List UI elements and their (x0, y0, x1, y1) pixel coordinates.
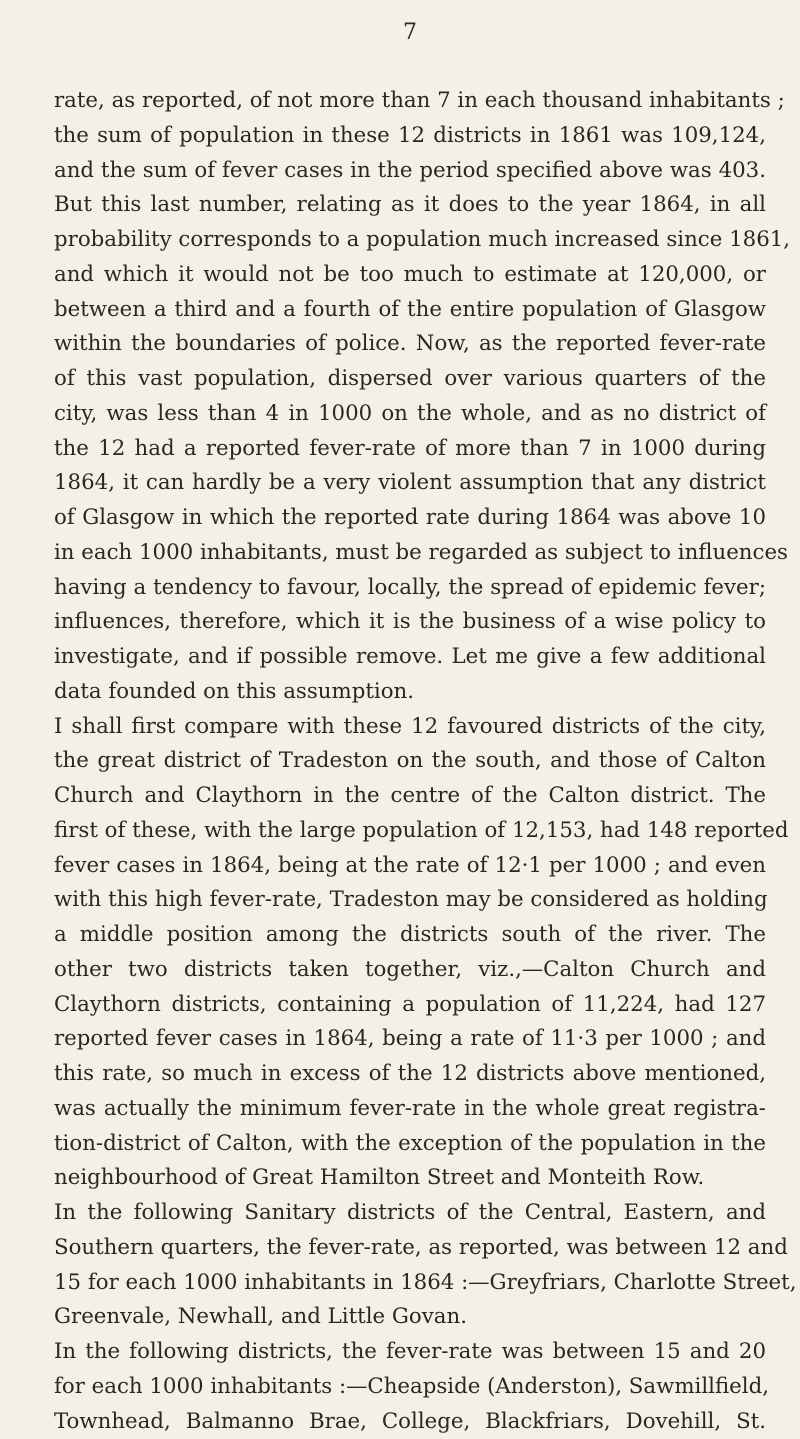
text-line: fever cases in 1864, being at the rate of 12·1 per 1000 ; and even (54, 849, 766, 884)
text-line: influences, therefore, which it is the business of a wise policy to (54, 605, 766, 640)
text-line: city, was less than 4 in 1000 on the whole, and as no district of (54, 397, 766, 432)
body-text (54, 84, 766, 1439)
text-line: of Glasgow in which the reported rate during 1864 was above 10 (54, 501, 766, 536)
text-line: data founded on this assumption. (54, 675, 766, 710)
text-line: 15 for each 1000 inhabitants in 1864 :—Greyfriars, Charlotte Street, (54, 1266, 766, 1301)
text-line: within the boundaries of police. Now, as the reported fever-rate (54, 327, 766, 362)
text-line: this rate, so much in excess of the 12 districts above mentioned, (54, 1057, 766, 1092)
text-line: neighbourhood of Great Hamilton Street and Monteith Row. (54, 1161, 766, 1196)
text-line: probability corresponds to a population much increased since 1861, (54, 223, 766, 258)
text-line: rate, as reported, of not more than 7 in each thousand inhabitants ; (54, 84, 766, 119)
text-line: first of these, with the large population of 12,153, had 148 reported (54, 814, 766, 849)
text-line: having a tendency to favour, locally, the spread of epidemic fever; (54, 571, 766, 606)
text-line: tion-district of Calton, with the exception of the population in the (54, 1127, 766, 1162)
text-line: investigate, and if possible remove. Let me give a few additional (54, 640, 766, 675)
text-line: In the following districts, the fever-rate was between 15 and 20 (54, 1335, 766, 1370)
text-line: a middle position among the districts south of the river. The (54, 918, 766, 953)
text-line: other two districts taken together, viz.,—Calton Church and (54, 953, 766, 988)
text-line: and which it would not be too much to estimate at 120,000, or (54, 258, 766, 293)
text-line: between a third and a fourth of the entire population of Glasgow (54, 293, 766, 328)
page-number: 7 (54, 20, 766, 46)
text-line: the great district of Tradeston on the south, and those of Calton (54, 744, 766, 779)
text-line: the sum of population in these 12 districts in 1861 was 109,124, (54, 119, 766, 154)
text-line: Townhead, Balmanno Brae, College, Blackfriars, Dovehill, St. (54, 1405, 766, 1439)
text-line: of this vast population, dispersed over various quarters of the (54, 362, 766, 397)
text-line: In the following Sanitary districts of the Central, Eastern, and (54, 1196, 766, 1231)
text-line: Claythorn districts, containing a population of 11,224, had 127 (54, 988, 766, 1023)
text-line: Greenvale, Newhall, and Little Govan. (54, 1300, 766, 1335)
text-line: was actually the minimum fever-rate in the whole great registra- (54, 1092, 766, 1127)
text-line: for each 1000 inhabitants :—Cheapside (Anderston), Sawmillfield, (54, 1370, 766, 1405)
text-line: Southern quarters, the fever-rate, as reported, was between 12 and (54, 1231, 766, 1266)
text-line: in each 1000 inhabitants, must be regarded as subject to influences (54, 536, 766, 571)
text-line: But this last number, relating as it does to the year 1864, in all (54, 188, 766, 223)
text-line: the 12 had a reported fever-rate of more than 7 in 1000 during (54, 432, 766, 467)
text-line: Church and Claythorn in the centre of the Calton district. The (54, 779, 766, 814)
text-line: and the sum of fever cases in the period specified above was 403. (54, 154, 766, 189)
text-line: I shall first compare with these 12 favoured districts of the city, (54, 710, 766, 745)
text-line: 1864, it can hardly be a very violent assumption that any district (54, 466, 766, 501)
text-line: reported fever cases in 1864, being a rate of 11·3 per 1000 ; and (54, 1022, 766, 1057)
text-line: with this high fever-rate, Tradeston may be considered as holding (54, 883, 766, 918)
